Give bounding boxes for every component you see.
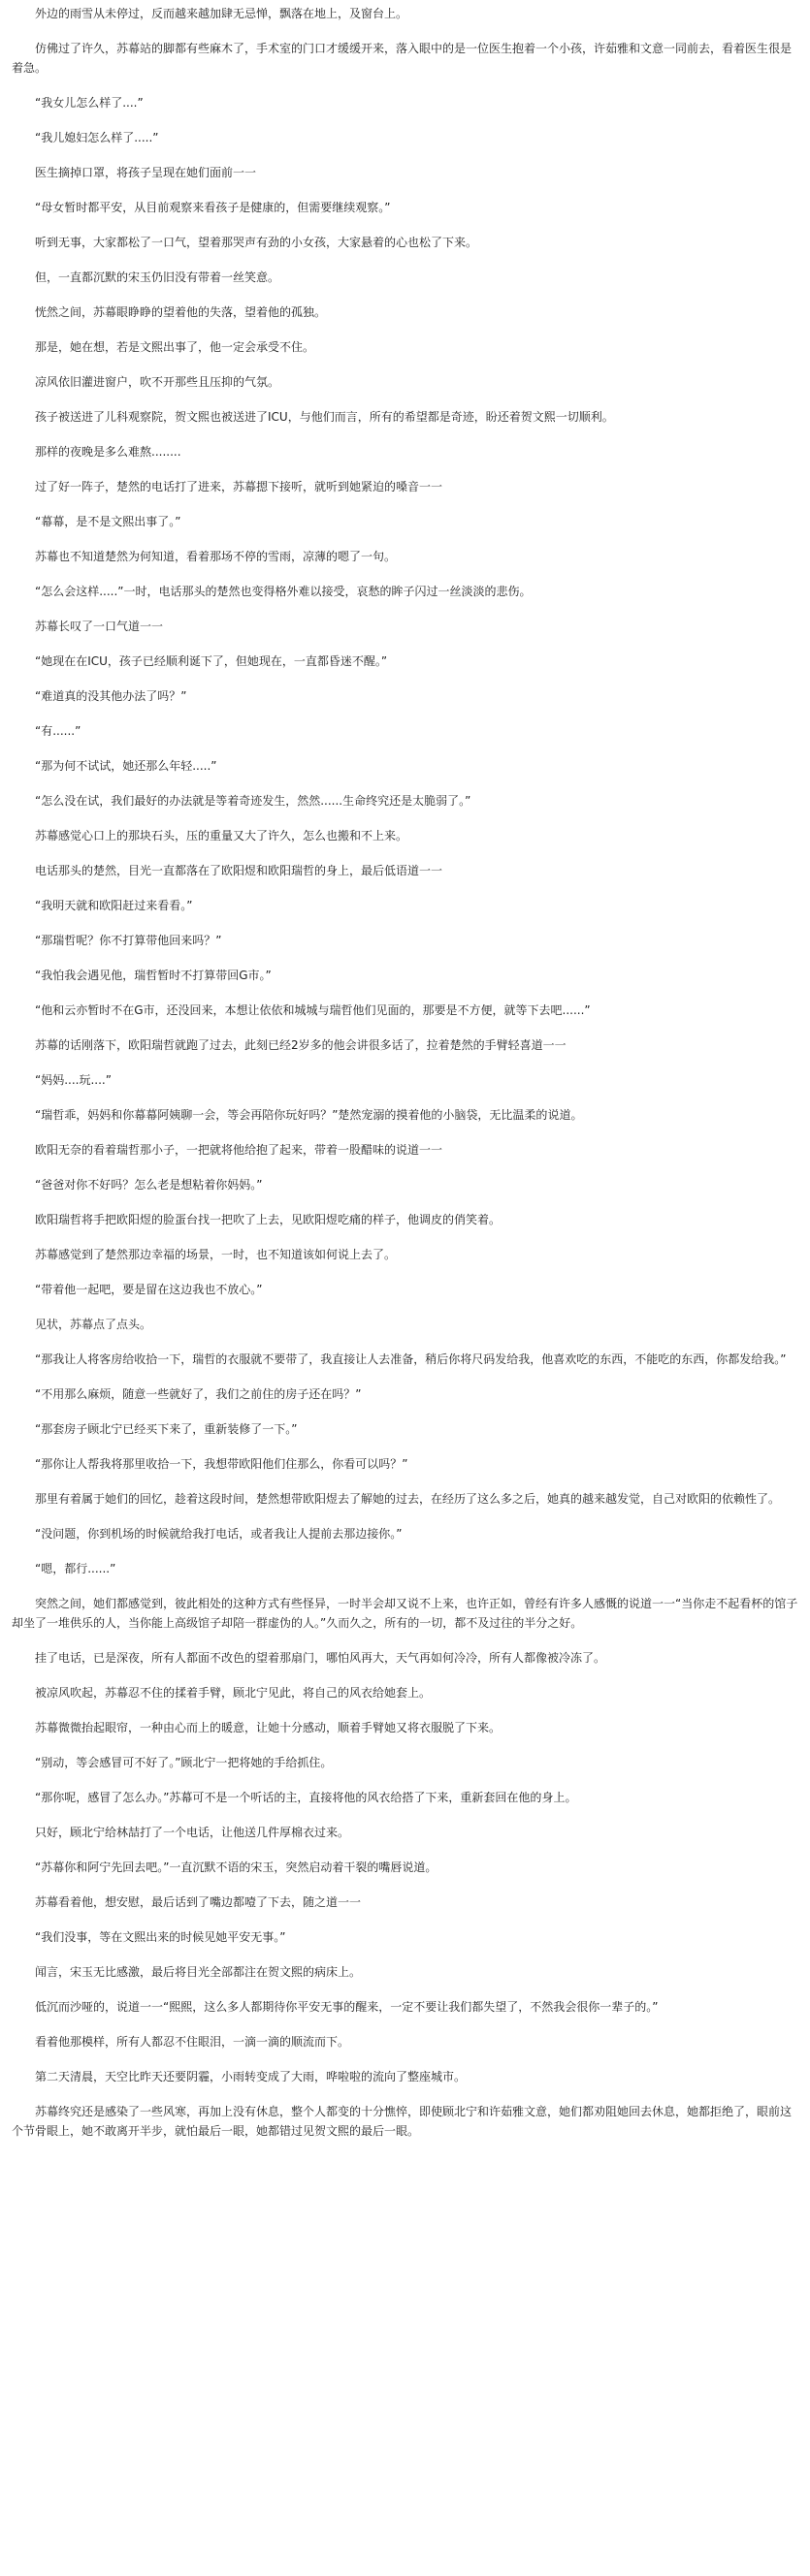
paragraph: “那你让人帮我将那里收拾一下，我想带欧阳他们住那么，你看可以吗？”: [35, 1457, 408, 1471]
paragraph: 那是，她在想，若是文熙出事了，他一定会承受不住。: [35, 340, 315, 354]
paragraph: “那瑞哲呢？你不打算带他回来吗？”: [35, 934, 222, 947]
paragraph: “妈妈....玩....”: [35, 1073, 112, 1087]
paragraph: “那我让人将客房给收拾一下，瑞哲的衣服就不要带了，我直接让人去准备，稍后你将尺码发给我，他喜欢吃的东西，不能吃的东西，你都发给我。”: [35, 1352, 787, 1366]
paragraph: “别动，等会感冒可不好了。”顾北宁一把将她的手给抓住。: [35, 1756, 333, 1769]
paragraph: “没问题，你到机场的时候就给我打电话，或者我让人提前去那边接你。”: [35, 1527, 403, 1541]
paragraph: 恍然之间，苏幕眼睁睁的望着他的失落，望着他的孤独。: [35, 305, 327, 319]
paragraph: 低沉而沙哑的，说道一一“熙熙，这么多人都期待你平安无事的醒来，一定不要让我们都失望了，不然我会很你一辈子的。”: [35, 2000, 659, 2014]
paragraph: 被凉风吹起，苏幕忍不住的揉着手臂，顾北宁见此，将自己的风衣给她套上。: [35, 1686, 432, 1700]
paragraph: 外边的雨雪从未停过，反而越来越加肆无忌惮，飘落在地上，及窗台上。: [35, 7, 408, 20]
paragraph: “嗯，都行......”: [35, 1562, 116, 1575]
paragraph: 仿佛过了许久，苏幕站的脚都有些麻木了，手术室的门口才缓缓开来，落入眼中的是一位医生抱着一个小孩，许茹雅和文意一同前去，看着医生很是着急。: [12, 42, 793, 75]
paragraph: “我女儿怎么样了....”: [35, 96, 144, 110]
paragraph: 但，一直都沉默的宋玉仍旧没有带着一丝笑意。: [35, 270, 280, 284]
paragraph: “那你呢，感冒了怎么办。”苏幕可不是一个听话的主，直接将他的风衣给搭了下来，重新套回在他的身上。: [35, 1791, 577, 1804]
paragraph: 欧阳无奈的看着瑞哲那小子，一把就将他给抱了起来，带着一股醋味的说道一一: [35, 1143, 443, 1157]
paragraph: 苏幕感觉心口上的那块石头，压的重量又大了许久，怎么也搬和不上来。: [35, 829, 408, 843]
paragraph: 看着他那模样，所有人都忍不住眼泪，一滴一滴的顺流而下。: [35, 2035, 350, 2049]
paragraph: 闻言，宋玉无比感激，最后将目光全部都注在贺文熙的病床上。: [35, 1965, 362, 1979]
paragraph: “不用那么麻烦，随意一些就好了，我们之前住的房子还在吗？”: [35, 1387, 362, 1401]
paragraph: “难道真的没其他办法了吗？”: [35, 689, 187, 703]
paragraph: 苏幕也不知道楚然为何知道，看着那场不停的雪雨，凉薄的嗯了一句。: [35, 550, 397, 563]
paragraph: 听到无事，大家都松了一口气，望着那哭声有劲的小女孩，大家悬着的心也松了下来。: [35, 236, 478, 249]
paragraph: “瑞哲乖，妈妈和你幕幕阿姨聊一会，等会再陪你玩好吗？”楚然宠溺的摸着他的小脑袋，无比温柔的说道。: [35, 1108, 583, 1122]
paragraph: 苏幕长叹了一口气道一一: [35, 620, 164, 633]
paragraph: “我儿媳妇怎么样了.....”: [35, 131, 159, 144]
paragraph: 苏幕的话刚落下，欧阳瑞哲就跑了过去，此刻已经2岁多的他会讲很多话了，拉着楚然的手臂轻喜道一一: [35, 1038, 567, 1052]
paragraph: “我怕我会遇见他，瑞哲暂时不打算带回G市。”: [35, 969, 272, 982]
paragraph: 苏幕看着他，想安慰，最后话到了嘴边都噎了下去，随之道一一: [35, 1895, 362, 1909]
paragraph: “那为何不试试，她还那么年轻.....”: [35, 759, 217, 773]
paragraph: 电话那头的楚然，目光一直都落在了欧阳煜和欧阳瑞哲的身上，最后低语道一一: [35, 864, 443, 877]
paragraph: “带着他一起吧，要是留在这边我也不放心。”: [35, 1283, 263, 1296]
paragraph: “幕幕，是不是文熙出事了。”: [35, 515, 181, 528]
paragraph: 苏幕终究还是感染了一些风寒，再加上没有休息，整个人都变的十分憔悴，即使顾北宁和许茹雅文意，她们都劝阻她回去休息，她都拒绝了，眼前这个节骨眼上，她不敢离开半步，就怕最后一眼，她都错过见贺文熙的最后一眼。: [12, 2105, 793, 2138]
paragraph: 那样的夜晚是多么难熬........: [35, 445, 181, 459]
paragraph: “怎么没在试，我们最好的办法就是等着奇迹发生，然然......生命终究还是太脆弱了。”: [35, 794, 471, 808]
paragraph: 欧阳瑞哲将手把欧阳煜的脸蛋台找一把吹了上去，见欧阳煜吃痛的样子，他调皮的俏笑着。: [35, 1213, 502, 1226]
paragraph: “有......”: [35, 724, 81, 738]
paragraph: “母女暂时都平安，从目前观察来看孩子是健康的，但需要继续观察。”: [35, 201, 391, 214]
paragraph: “爸爸对你不好吗？怎么老是想粘着你妈妈。”: [35, 1178, 263, 1192]
paragraph: 只好，顾北宁给林喆打了一个电话，让他送几件厚棉衣过来。: [35, 1826, 350, 1839]
paragraph: 苏幕感觉到了楚然那边幸福的场景，一时，也不知道该如何说上去了。: [35, 1248, 397, 1261]
paragraph: 那里有着属于她们的回忆，趁着这段时间，楚然想带欧阳煜去了解她的过去，在经历了这么多之后，她真的越来越发觉，自己对欧阳的依赖性了。: [35, 1492, 781, 1506]
paragraph: “怎么会这样.....”一时，电话那头的楚然也变得格外难以接受，哀愁的眸子闪过一丝淡淡的悲伤。: [35, 585, 532, 598]
paragraph: “我们没事，等在文熙出来的时候见她平安无事。”: [35, 1930, 286, 1944]
paragraph: “那套房子顾北宁已经买下来了，重新装修了一下。”: [35, 1422, 298, 1436]
paragraph: 苏幕微微抬起眼帘，一种由心而上的暖意，让她十分感动，顺着手臂她又将衣服脱了下来。: [35, 1721, 502, 1734]
paragraph: 医生摘掉口罩，将孩子呈现在她们面前一一: [35, 166, 257, 179]
paragraph: 突然之间，她们都感觉到，彼此相处的这种方式有些怪异，一时半会却又说不上来，也许正如，曾经有许多人感慨的说道一一“当你走不起看杯的馆子却坐了一堆供乐的人，当你能上高级馆子却陪一群虚伪的人。”久而久之，所有的一切，都不及过往的半分之好。: [12, 1597, 798, 1630]
paragraph: 见状，苏幕点了点头。: [35, 1318, 152, 1331]
paragraph: 第二天清晨，天空比昨天还要阴霾，小雨转变成了大雨，哗啦啦的流向了整座城市。: [35, 2070, 467, 2083]
paragraph: 孩子被送进了儿科观察院，贺文熙也被送进了ICU，与他们而言，所有的希望都是奇迹，盼还着贺文熙一切顺利。: [35, 410, 614, 424]
paragraph: 凉风依旧灌进窗户，吹不开那些且压抑的气氛。: [35, 375, 280, 389]
paragraph: “苏幕你和阿宁先回去吧。”一直沉默不语的宋玉，突然启动着干裂的嘴唇说道。: [35, 1860, 437, 1874]
paragraph: 过了好一阵子，楚然的电话打了进来，苏幕摁下接听，就听到她紧迫的嗓音一一: [35, 480, 443, 493]
paragraph: “她现在在ICU，孩子已经顺利诞下了，但她现在，一直都昏迷不醒。”: [35, 654, 388, 668]
paragraph: 挂了电话，已是深夜，所有人都面不改色的望着那扇门，哪怕风再大，天气再如何冷冷，所有人都像被冷冻了。: [35, 1651, 606, 1665]
paragraph: “他和云亦暂时不在G市，还没回来，本想让依依和城城与瑞哲他们见面的，那要是不方便，就等下去吧......”: [35, 1003, 591, 1017]
paragraph: “我明天就和欧阳赶过来看看。”: [35, 899, 193, 912]
